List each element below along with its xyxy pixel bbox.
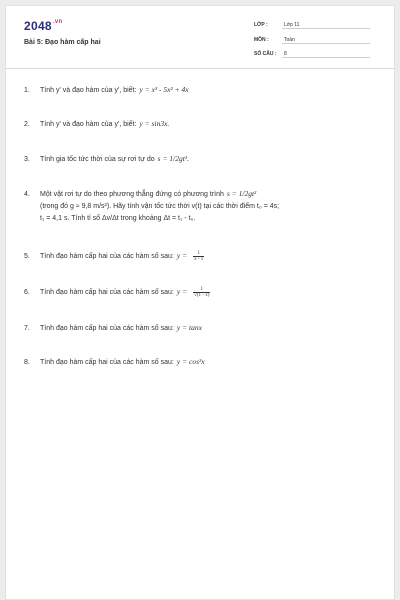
question-text-line-3: t₁ = 4,1 s. Tính tỉ số Δv/Δt trong khoảng Δt = t₁ - t₀. — [40, 215, 196, 222]
question-expr: y = tanx — [176, 323, 202, 332]
question-number: 3. — [24, 156, 30, 163]
fraction-denominator: √(1 - x) — [194, 292, 210, 298]
fraction-denominator: x - 1 — [194, 256, 204, 262]
question-4 — [24, 188, 376, 225]
question-number: 8. — [24, 359, 30, 366]
worksheet-page — [5, 5, 395, 600]
question-number: 6. — [24, 289, 30, 296]
question-1 — [24, 84, 376, 97]
brand-name: 2048 — [24, 19, 52, 33]
meta-value: Toán — [282, 37, 370, 44]
meta-value: Lớp 11 — [282, 22, 370, 29]
question-expr: y = sin3x. — [139, 119, 170, 128]
question-text: Tính đạo hàm cấp hai của các hàm số sau: — [40, 289, 174, 296]
question-text: Tính đạo hàm cấp hai của các hàm số sau: — [40, 253, 174, 260]
question-number: 4. — [24, 191, 30, 198]
question-text-line-2: (trong đó g ≈ 9,8 m/s²). Hãy tính vận tốc tức thời v(t) tại các thời điểm t₀ = 4s; — [40, 203, 280, 210]
fraction — [193, 251, 204, 262]
question-text: Một vật rơi tự do theo phương thẳng đứng có phương trình — [40, 191, 224, 198]
question-7 — [24, 322, 376, 335]
question-number: 5. — [24, 253, 30, 260]
meta-subject — [254, 37, 370, 44]
question-expr-lhs: y = — [176, 251, 188, 260]
question-expr: y = x³ - 5x² + 4x — [139, 85, 189, 94]
worksheet-header — [6, 6, 394, 69]
question-number: 1. — [24, 87, 30, 94]
brand-logo — [24, 19, 62, 33]
brand-suffix: .vn — [52, 19, 63, 25]
meta-label: SỐ CÂU : — [254, 51, 277, 57]
question-expr: s = 1/2gt². — [157, 154, 189, 163]
fraction — [193, 287, 210, 298]
question-text: Tính gia tốc tức thời của sự rơi tự do — [40, 156, 155, 163]
question-3 — [24, 153, 376, 166]
meta-count — [254, 51, 370, 58]
lesson-title: Bài 5: Đạo hàm cấp hai — [24, 39, 101, 46]
question-2 — [24, 118, 376, 131]
question-8 — [24, 356, 376, 369]
meta-class — [254, 22, 370, 29]
question-number: 2. — [24, 121, 30, 128]
question-expr: y = cos²x — [176, 357, 205, 366]
question-number: 7. — [24, 325, 30, 332]
question-text: Tính y' và đạo hàm của y', biết: — [40, 87, 137, 94]
meta-label: MÔN : — [254, 37, 269, 43]
meta-value: 8 — [282, 51, 370, 58]
question-5 — [24, 250, 376, 263]
meta-label: LỚP : — [254, 22, 268, 28]
question-expr-lhs: y = — [176, 287, 188, 296]
question-text: Tính đạo hàm cấp hai của các hàm số sau: — [40, 359, 174, 366]
question-text: Tính y' và đạo hàm của y', biết: — [40, 121, 137, 128]
question-expr: s = 1/2gt² — [226, 189, 257, 198]
question-text: Tính đạo hàm cấp hai của các hàm số sau: — [40, 325, 174, 332]
fraction-numerator: 1 — [193, 251, 204, 257]
fraction-numerator: 1 — [193, 287, 210, 293]
question-6 — [24, 286, 376, 299]
